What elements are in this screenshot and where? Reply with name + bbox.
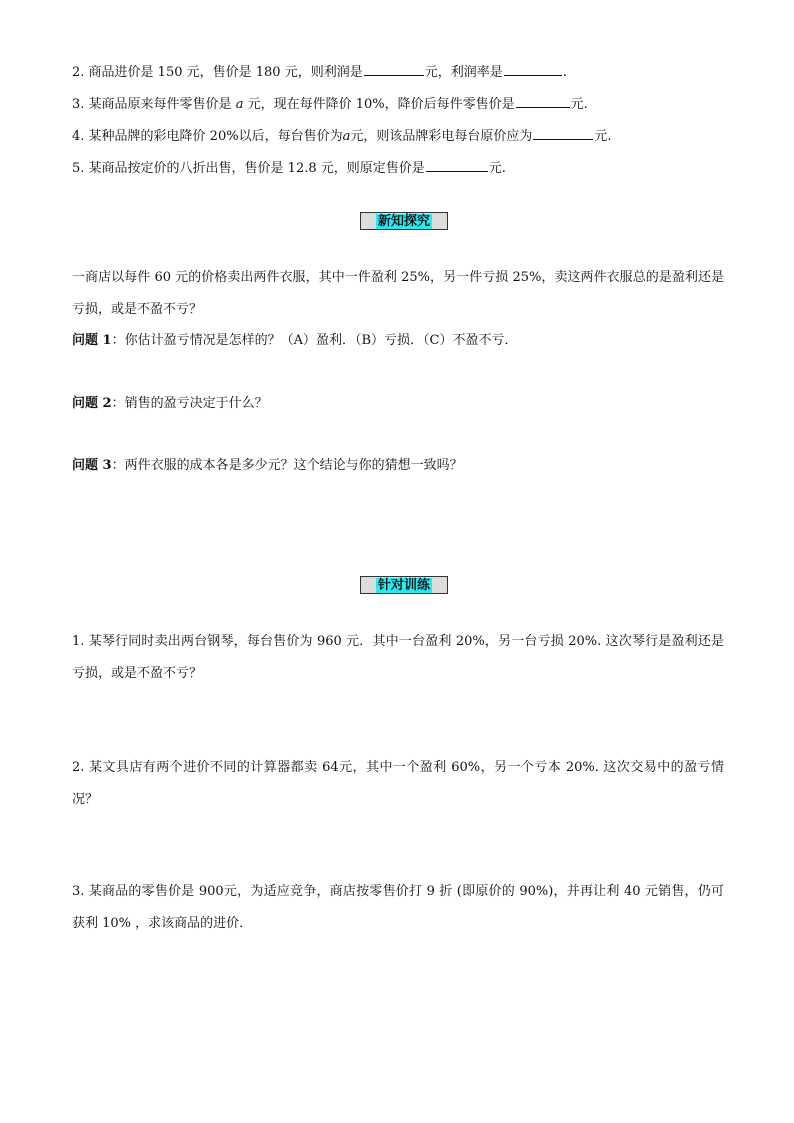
question-number: 3. — [72, 97, 85, 112]
section-title: 针对训练 — [377, 578, 430, 593]
question-number: 4. — [72, 129, 85, 144]
question-text: 元，利润率是 — [424, 65, 503, 80]
explore-question-2 — [72, 396, 268, 412]
question-text: 元. — [488, 161, 506, 176]
section-header-explore — [360, 212, 448, 230]
answer-blank[interactable] — [426, 158, 488, 172]
question-text: ：你估计盈亏情况是怎样的？（A）盈利．（B）亏损．（C）不盈不亏． — [111, 333, 518, 348]
variable: a — [235, 97, 244, 112]
answer-blank[interactable] — [364, 62, 424, 76]
practice-item-3: 3. 某商品的零售价是 900元，为适应竞争，商店按零售价打 9 折 (即原价的 90%)，并再让利 40 元销售，仍可获利 10% ，求该商品的进价． — [72, 884, 724, 931]
section-title: 新知探究 — [377, 214, 430, 229]
answer-blank[interactable] — [533, 126, 593, 140]
answer-blank[interactable] — [504, 62, 562, 76]
question-text: 元. — [570, 97, 588, 112]
practice-item-2: 2. 某文具店有两个进价不同的计算器都卖 64元，其中一个盈利 60%，另一个亏本 20%. 这次交易中的盈亏情况？ — [72, 760, 724, 807]
question-text: 商品进价是 150 元，售价是 180 元，则利润是 — [88, 65, 363, 80]
question-text: ：两件衣服的成本各是多少元？这个结论与你的猜想一致吗？ — [111, 458, 463, 473]
explore-question-3 — [72, 458, 463, 474]
question-text: 某商品原来每件零售价是 — [88, 97, 232, 112]
question-text: 某商品按定价的八折出售，售价是 12.8 元，则原定售价是 — [88, 161, 425, 176]
question-5 — [72, 158, 506, 177]
question-text: 元. — [594, 129, 612, 144]
question-2 — [72, 62, 567, 81]
question-text: ：销售的盈亏决定于什么？ — [111, 396, 268, 411]
answer-blank[interactable] — [516, 94, 570, 108]
question-text: . — [562, 65, 567, 80]
question-number: 5. — [72, 161, 85, 176]
variable: a — [342, 129, 351, 144]
question-text: 元，则该品牌彩电每台原价应为 — [350, 129, 533, 144]
question-label: 问题 2 — [72, 396, 112, 411]
question-label: 问题 1 — [72, 333, 112, 348]
question-number: 2. — [72, 65, 85, 80]
question-4 — [72, 126, 612, 145]
question-3 — [72, 94, 588, 113]
practice-item-1: 1. 某琴行同时卖出两台钢琴，每台售价为 960 元．其中一台盈利 20%，另一台亏损 20%. 这次琴行是盈利还是亏损，或是不盈不亏？ — [72, 634, 724, 681]
explore-question-1 — [72, 333, 517, 349]
question-text: 元，现在每件降价 10%，降价后每件零售价是 — [247, 97, 515, 112]
section-header-practice — [360, 576, 448, 594]
explore-intro: 一商店以每件 60 元的价格卖出两件衣服，其中一件盈利 25%，另一件亏损 25%，卖这两件衣服总的是盈利还是亏损，或是不盈不亏？ — [72, 270, 724, 317]
question-label: 问题 3 — [72, 458, 112, 473]
question-text: 某种品牌的彩电降价 20%以后，每台售价为 — [88, 129, 343, 144]
